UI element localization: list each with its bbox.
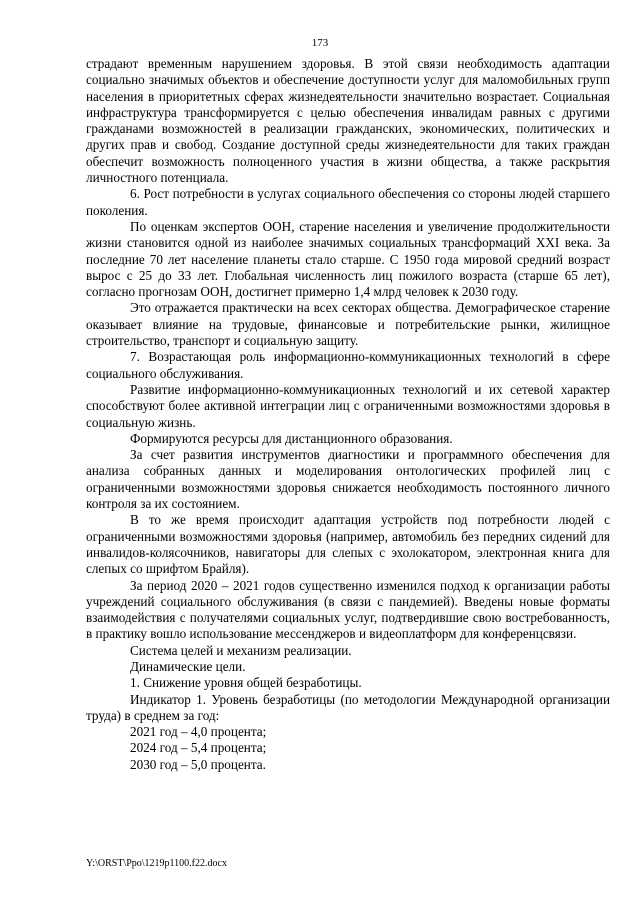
paragraph: За счет развития инструментов диагностики и программного обеспечения для анализа собранных данных и моделирования онтологических профилей лиц с ограниченными возможностями здоровья снижается необходимость постоянного личного контроля за их состоянием. bbox=[86, 447, 610, 512]
paragraph: Развитие информационно-коммуникационных технологий и их сетевой характер способствуют более активной интеграции лиц с ограниченными возможностями здоровья в социальную жизнь. bbox=[86, 381, 610, 430]
paragraph: По оценкам экспертов ООН, старение населения и увеличение продолжительности жизни становится одной из наиболее значимых социальных трансформаций XXI века. За последние 70 лет население планеты стало старше. С 1950 года мировой средний возраст вырос с 25 до 33 лет. Глобальная численность лиц пожилого возраста (старше 65 лет), согласно прогнозам ООН, достигнет примерно 1,4 млрд человек к 2030 году. bbox=[86, 218, 610, 300]
paragraph: страдают временным нарушением здоровья. В этой связи необходимость адаптации социально значимых объектов и обеспечение доступности услуг для маломобильных групп населения в приоритетных сферах жизнедеятельности значительно возрастает. Социальная инфраструктура трансформируется с целью обеспечения инвалидам равных с другими гражданами возможностей в реализации гражданских, экономических, политических и других прав и свобод. Создание доступной среды жизнедеятельности для таких граждан обеспечит возможность полноценного участия в жизни общества, а также раскрытия личностного потенциала. bbox=[86, 56, 610, 186]
section-heading: Система целей и механизм реализации. bbox=[130, 642, 352, 658]
paragraph: В то же время происходит адаптация устройств под потребности людей с ограниченными возможностями здоровья (например, автомобиль без передних сидений для инвалидов-колясочников, навигаторы для слепых с эхолокатором, электронная книга для слепых со шрифтом Брайля). bbox=[86, 512, 610, 577]
section-heading: Динамические цели. bbox=[130, 658, 246, 674]
paragraph: За период 2020 – 2021 годов существенно изменился подход к организации работы учреждений социального обслуживания (в связи с пандемией). Введены новые форматы взаимодействия с получателями социальных услуг, подтвердившие свою востребованность, в практику вошло использование мессенджеров и видеоплатформ для конференцсвязи. bbox=[86, 577, 610, 642]
page-number: 173 bbox=[311, 37, 329, 49]
paragraph: Это отражается практически на всех секторах общества. Демографическое старение оказывает влияние на трудовые, финансовые и потребительские рынки, жилищное строительство, транспорт и социальную защиту. bbox=[86, 300, 610, 349]
goal-item: 1. Снижение уровня общей безработицы. bbox=[130, 675, 362, 691]
indicator: Индикатор 1. Уровень безработицы (по методологии Международной организации труда) в среднем за год: bbox=[86, 691, 610, 723]
indicator-value: 2024 год – 5,4 процента; bbox=[130, 740, 267, 756]
file-path-footer: Y:\ORST\Ppo\1219p1100.f22.docx bbox=[86, 858, 227, 869]
paragraph: 7. Возрастающая роль информационно-коммуникационных технологий в сфере социального обслуживания. bbox=[86, 349, 610, 381]
indicator-value: 2021 год – 4,0 процента; bbox=[130, 724, 267, 740]
paragraph: 6. Рост потребности в услугах социального обеспечения со стороны людей старшего поколения. bbox=[86, 186, 610, 218]
document-body bbox=[86, 56, 610, 773]
indicator-value: 2030 год – 5,0 процента. bbox=[130, 756, 266, 772]
paragraph: Формируются ресурсы для дистанционного образования. bbox=[130, 430, 453, 446]
